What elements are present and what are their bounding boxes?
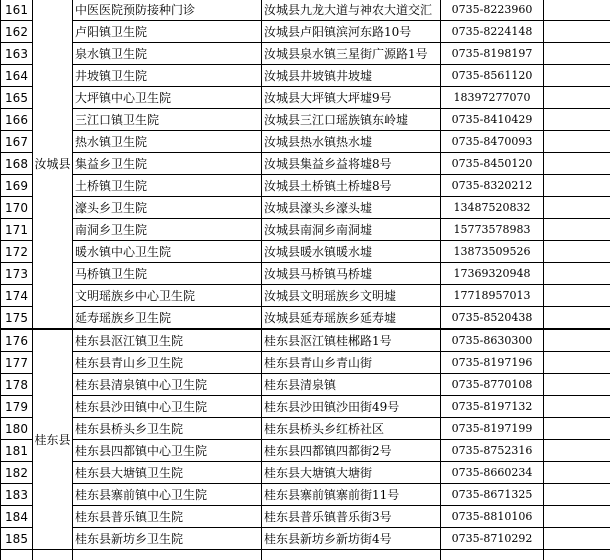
- row-number-cell: 184: [1, 506, 33, 528]
- empty-cell: [544, 396, 610, 418]
- site-name-cell: 濠头乡卫生院: [73, 197, 262, 219]
- row-number-cell: 183: [1, 484, 33, 506]
- address-cell: 桂东县青山乡青山街: [262, 352, 441, 374]
- row-number-cell: 177: [1, 352, 33, 374]
- site-name-cell: 卢阳镇卫生院: [73, 21, 262, 43]
- phone-cell: 0735-8470093: [441, 131, 544, 153]
- phone-cell: 0735-8450120: [441, 153, 544, 175]
- table-row: [1, 462, 610, 484]
- county-cell: 汝城县: [33, 0, 73, 329]
- site-name-cell: 暖水镇中心卫生院: [73, 241, 262, 263]
- site-name-cell: 井坡镇卫生院: [73, 65, 262, 87]
- site-name-cell: 桂东县大塘镇卫生院: [73, 462, 262, 484]
- empty-cell: [544, 87, 610, 109]
- empty-cell: [544, 550, 610, 560]
- address-cell: 汝城县濠头乡濠头墟: [262, 197, 441, 219]
- phone-cell: 0735-8197196: [441, 352, 544, 374]
- phone-cell: 0735-8320212: [441, 175, 544, 197]
- empty-cell: [544, 109, 610, 131]
- phone-cell: 0735-8630300: [441, 329, 544, 352]
- site-name-cell: 文明瑶族乡中心卫生院: [73, 285, 262, 307]
- table-row: [1, 506, 610, 528]
- site-name-cell: 桂东县沙田镇中心卫生院: [73, 396, 262, 418]
- table-row: [1, 396, 610, 418]
- empty-cell: [544, 175, 610, 197]
- table-row-partial: [1, 550, 610, 560]
- row-number-cell: 163: [1, 43, 33, 65]
- phone-cell: 0735-8520438: [441, 307, 544, 330]
- row-number-cell: 164: [1, 65, 33, 87]
- table-row: [1, 263, 610, 285]
- empty-cell: [262, 550, 441, 560]
- site-name-cell: 马桥镇卫生院: [73, 263, 262, 285]
- phone-cell: 0735-8770108: [441, 374, 544, 396]
- phone-cell: 13873509526: [441, 241, 544, 263]
- site-name-cell: 大坪镇中心卫生院: [73, 87, 262, 109]
- site-name-cell: 桂东县普乐镇卫生院: [73, 506, 262, 528]
- table-row: [1, 352, 610, 374]
- row-number-cell: 173: [1, 263, 33, 285]
- address-cell: 桂东县普乐镇普乐街3号: [262, 506, 441, 528]
- table-row: [1, 440, 610, 462]
- table-row: [1, 175, 610, 197]
- address-cell: 汝城县九龙大道与神农大道交汇: [262, 0, 441, 21]
- phone-cell: 0735-8752316: [441, 440, 544, 462]
- row-number-cell: 176: [1, 329, 33, 352]
- phone-cell: 18397277070: [441, 87, 544, 109]
- table-row: [1, 21, 610, 43]
- empty-cell: [441, 550, 544, 560]
- site-name-cell: 集益乡卫生院: [73, 153, 262, 175]
- table-row: [1, 374, 610, 396]
- phone-cell: 0735-8710292: [441, 528, 544, 550]
- empty-cell: [544, 131, 610, 153]
- address-cell: 汝城县延寿瑶族乡延寿墟: [262, 307, 441, 330]
- address-cell: 桂东县清泉镇: [262, 374, 441, 396]
- phone-cell: 13487520832: [441, 197, 544, 219]
- empty-cell: [544, 197, 610, 219]
- phone-cell: 0735-8224148: [441, 21, 544, 43]
- empty-cell: [544, 440, 610, 462]
- table-row: [1, 307, 610, 330]
- site-name-cell: 桂东县四都镇中心卫生院: [73, 440, 262, 462]
- row-number-cell: 167: [1, 131, 33, 153]
- empty-cell: [544, 528, 610, 550]
- row-number-cell: 181: [1, 440, 33, 462]
- table-row: [1, 418, 610, 440]
- phone-cell: 15773578983: [441, 219, 544, 241]
- county-cell: 桂东县: [33, 329, 73, 550]
- phone-cell: 0735-8810106: [441, 506, 544, 528]
- address-cell: 汝城县大坪镇大坪墟9号: [262, 87, 441, 109]
- row-number-cell: 168: [1, 153, 33, 175]
- table-row: [1, 109, 610, 131]
- empty-cell: [544, 418, 610, 440]
- site-name-cell: 三江口镇卫生院: [73, 109, 262, 131]
- row-number-cell: 174: [1, 285, 33, 307]
- phone-cell: 0735-8410429: [441, 109, 544, 131]
- empty-cell: [544, 285, 610, 307]
- empty-cell: [544, 43, 610, 65]
- empty-cell: [544, 329, 610, 352]
- phone-cell: 0735-8197199: [441, 418, 544, 440]
- table-row: [1, 329, 610, 352]
- phone-cell: 0735-8198197: [441, 43, 544, 65]
- phone-cell: 17718957013: [441, 285, 544, 307]
- site-name-cell: 桂东县青山乡卫生院: [73, 352, 262, 374]
- site-name-cell: 中医医院预防接种门诊: [73, 0, 262, 21]
- address-cell: 汝城县热水镇热水墟: [262, 131, 441, 153]
- row-number-cell: 182: [1, 462, 33, 484]
- row-number-cell: 171: [1, 219, 33, 241]
- address-cell: 汝城县井坡镇井坡墟: [262, 65, 441, 87]
- table-row: [1, 131, 610, 153]
- address-cell: 桂东县新坊乡新坊街4号: [262, 528, 441, 550]
- row-number-cell: 169: [1, 175, 33, 197]
- row-number-cell: 170: [1, 197, 33, 219]
- address-cell: 汝城县文明瑶族乡文明墟: [262, 285, 441, 307]
- row-number-cell: 162: [1, 21, 33, 43]
- empty-cell: [544, 153, 610, 175]
- address-cell: 汝城县土桥镇土桥墟8号: [262, 175, 441, 197]
- empty-cell: [544, 506, 610, 528]
- phone-cell: 0735-8561120: [441, 65, 544, 87]
- row-number-cell: 161: [1, 0, 33, 21]
- address-cell: 汝城县马桥镇马桥墟: [262, 263, 441, 285]
- phone-cell: 0735-8660234: [441, 462, 544, 484]
- phone-cell: 0735-8671325: [441, 484, 544, 506]
- table-row: [1, 65, 610, 87]
- table-row: [1, 528, 610, 550]
- site-name-cell: 桂东县沤江镇卫生院: [73, 329, 262, 352]
- empty-cell: [544, 307, 610, 330]
- row-number-cell: 185: [1, 528, 33, 550]
- address-cell: 桂东县沤江镇桂郴路1号: [262, 329, 441, 352]
- empty-cell: [544, 65, 610, 87]
- site-name-cell: 土桥镇卫生院: [73, 175, 262, 197]
- site-name-cell: 桂东县新坊乡卫生院: [73, 528, 262, 550]
- address-cell: 桂东县大塘镇大塘街: [262, 462, 441, 484]
- empty-cell: [1, 550, 33, 560]
- site-name-cell: 桂东县桥头乡卫生院: [73, 418, 262, 440]
- site-name-cell: 桂东县寨前镇中心卫生院: [73, 484, 262, 506]
- empty-cell: [544, 263, 610, 285]
- address-cell: 桂东县四都镇四都街2号: [262, 440, 441, 462]
- table-row: [1, 219, 610, 241]
- table-row: [1, 87, 610, 109]
- address-cell: 汝城县泉水镇三星街广源路1号: [262, 43, 441, 65]
- table-row: [1, 0, 610, 21]
- empty-cell: [544, 374, 610, 396]
- empty-cell: [73, 550, 262, 560]
- empty-cell: [544, 484, 610, 506]
- table-row: [1, 285, 610, 307]
- phone-cell: 0735-8223960: [441, 0, 544, 21]
- row-number-cell: 179: [1, 396, 33, 418]
- empty-cell: [544, 21, 610, 43]
- empty-cell: [544, 352, 610, 374]
- row-number-cell: 165: [1, 87, 33, 109]
- table-row: [1, 484, 610, 506]
- table-body: [1, 0, 610, 560]
- address-cell: 汝城县暖水镇暖水墟: [262, 241, 441, 263]
- phone-cell: 0735-8197132: [441, 396, 544, 418]
- address-cell: 汝城县集益乡益将墟8号: [262, 153, 441, 175]
- phone-cell: 17369320948: [441, 263, 544, 285]
- row-number-cell: 166: [1, 109, 33, 131]
- table-row: [1, 197, 610, 219]
- row-number-cell: 175: [1, 307, 33, 330]
- site-name-cell: 泉水镇卫生院: [73, 43, 262, 65]
- empty-cell: [544, 241, 610, 263]
- site-name-cell: 桂东县清泉镇中心卫生院: [73, 374, 262, 396]
- empty-cell: [544, 462, 610, 484]
- site-name-cell: 延寿瑶族乡卫生院: [73, 307, 262, 330]
- table-row: [1, 43, 610, 65]
- empty-cell: [544, 219, 610, 241]
- address-cell: 汝城县卢阳镇滨河东路10号: [262, 21, 441, 43]
- empty-cell: [33, 550, 73, 560]
- address-cell: 汝城县三江口瑶族镇东岭墟: [262, 109, 441, 131]
- row-number-cell: 178: [1, 374, 33, 396]
- address-cell: 桂东县桥头乡红桥社区: [262, 418, 441, 440]
- address-cell: 桂东县沙田镇沙田街49号: [262, 396, 441, 418]
- site-name-cell: 热水镇卫生院: [73, 131, 262, 153]
- empty-cell: [544, 0, 610, 21]
- table-row: [1, 241, 610, 263]
- address-cell: 桂东县寨前镇寨前街11号: [262, 484, 441, 506]
- address-cell: 汝城县南洞乡南洞墟: [262, 219, 441, 241]
- row-number-cell: 172: [1, 241, 33, 263]
- table-row: [1, 153, 610, 175]
- row-number-cell: 180: [1, 418, 33, 440]
- site-name-cell: 南洞乡卫生院: [73, 219, 262, 241]
